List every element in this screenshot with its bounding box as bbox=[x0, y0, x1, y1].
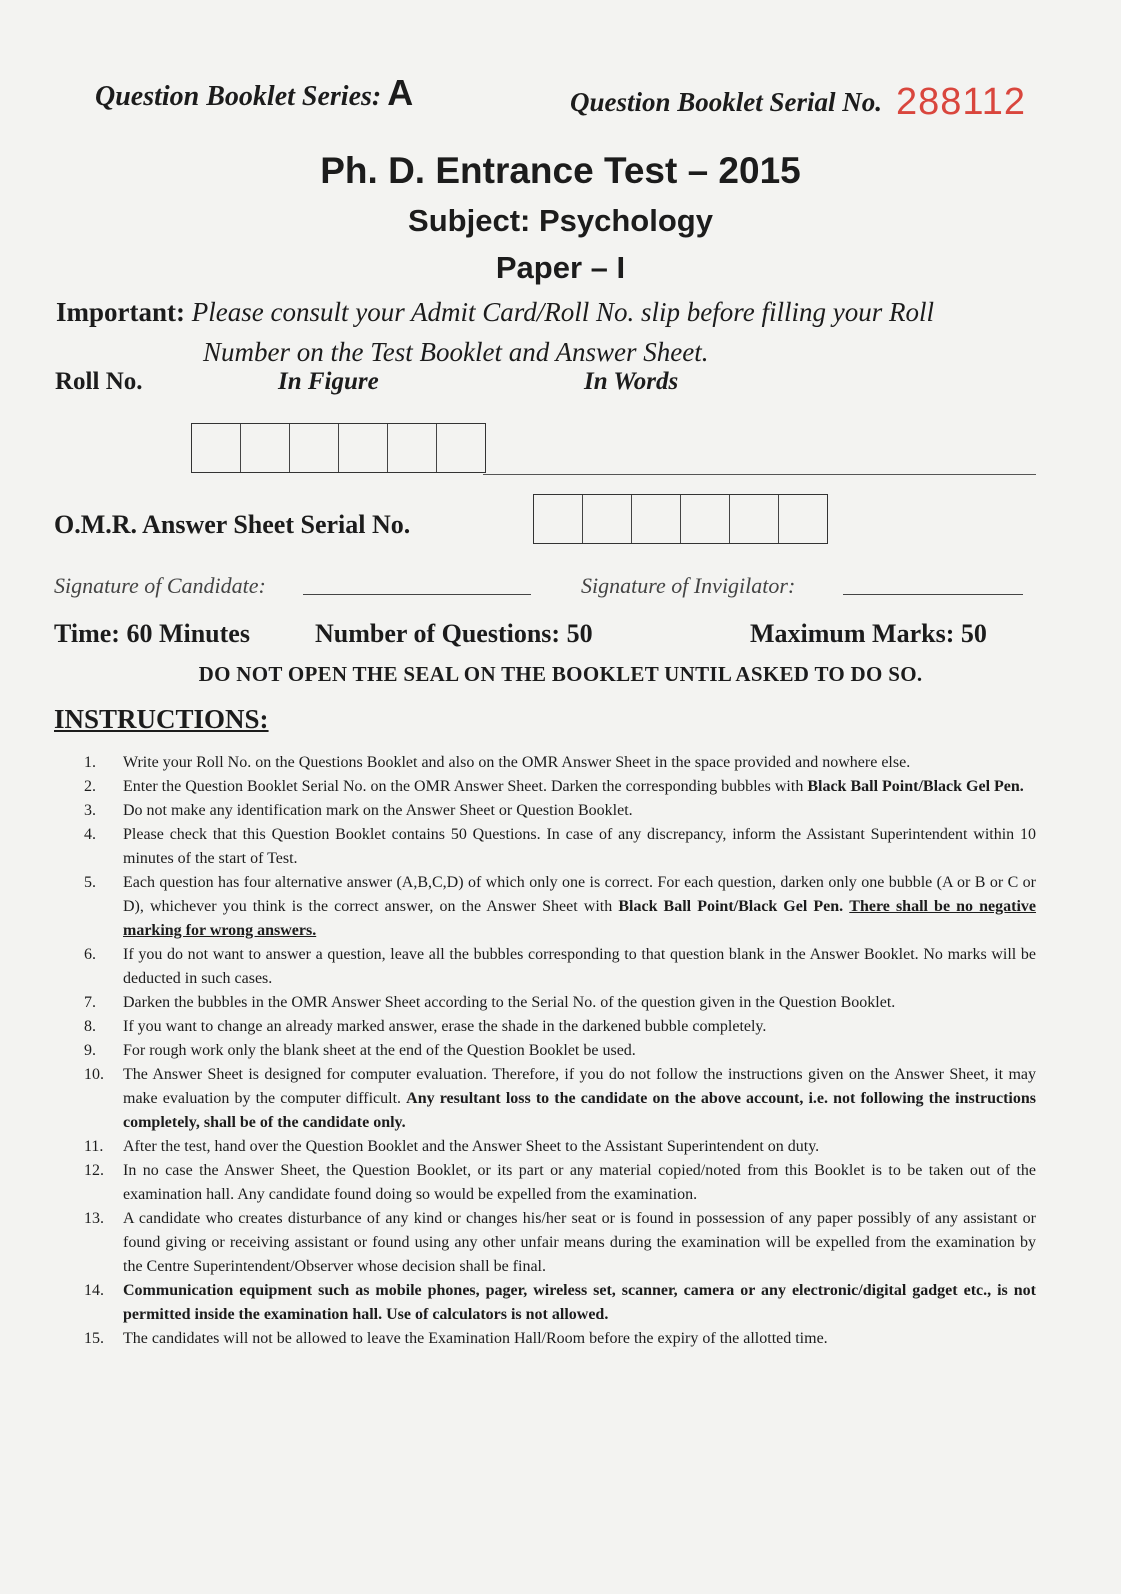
instruction-body: Each question has four alternative answer (A,B,C,D) of which only one is correct. For each question, darken only one bubble (A or B or C or D), whichever you think is the correct answer, on the Answer Sheet with bbox=[123, 874, 1036, 915]
instruction-body: Please check that this Question Booklet contains 50 Questions. In case of any discrepancy, inform the Assistant Superintendent within 10 minutes of the start of Test. bbox=[123, 826, 1036, 867]
instruction-body: Write your Roll No. on the Questions Booklet and also on the OMR Answer Sheet in the space provided and nowhere else. bbox=[123, 754, 911, 771]
instructions-list bbox=[78, 751, 1036, 1351]
instruction-text bbox=[123, 1279, 1036, 1327]
instruction-item bbox=[78, 871, 1036, 943]
instruction-number: 10. bbox=[84, 1066, 104, 1083]
instruction-underlined: There shall be no negative marking for wrong answers. bbox=[123, 898, 1037, 939]
instruction-bold: Any resultant loss to the candidate on the above account, i.e. not following the instructions completely, shall be of the candidate only. bbox=[123, 1090, 1036, 1131]
instruction-text bbox=[123, 1063, 1036, 1135]
instruction-body: The candidates will not be allowed to leave the Examination Hall/Room before the expiry of the allotted time. bbox=[123, 1330, 828, 1347]
omr-digit-box[interactable] bbox=[583, 495, 632, 543]
instruction-body: For rough work only the blank sheet at the end of the Question Booklet be used. bbox=[123, 1042, 636, 1059]
omr-serial-boxes[interactable] bbox=[533, 494, 828, 544]
instruction-text bbox=[123, 1207, 1036, 1279]
instruction-text bbox=[123, 991, 1036, 1015]
instruction-item bbox=[78, 991, 1036, 1015]
instruction-item bbox=[78, 751, 1036, 775]
paper-title: Paper – I bbox=[495, 250, 626, 285]
instruction-bold: Black Ball Point/Black Gel Pen. bbox=[807, 778, 1024, 795]
instruction-body: Enter the Question Booklet Serial No. on the OMR Answer Sheet. Darken the corresponding bubbles with bbox=[123, 778, 808, 795]
instructions-heading: INSTRUCTIONS: bbox=[54, 704, 269, 734]
candidate-signature-label: Signature of Candidate: bbox=[54, 573, 266, 598]
in-words-label: In Words bbox=[584, 368, 679, 395]
instruction-number: 5. bbox=[84, 874, 96, 891]
invigilator-signature-line[interactable] bbox=[843, 594, 1023, 595]
instruction-number: 3. bbox=[84, 802, 96, 819]
instruction-item bbox=[78, 799, 1036, 823]
series-value: A bbox=[387, 72, 414, 113]
instruction-number: 14. bbox=[84, 1282, 104, 1299]
in-figure-label: In Figure bbox=[278, 368, 379, 395]
instruction-item bbox=[78, 1015, 1036, 1039]
seal-notice: DO NOT OPEN THE SEAL ON THE BOOKLET UNTIL ASKED TO DO SO. bbox=[198, 662, 923, 686]
instruction-item bbox=[78, 1279, 1036, 1327]
instruction-number: 13. bbox=[84, 1210, 104, 1227]
important-note bbox=[56, 292, 934, 372]
instruction-body: A candidate who creates disturbance of any kind or changes his/her seat or is found in possession of any paper possibly of any assistant or found giving or receiving assistant or found using any other unfair means during the examination will be expelled from the examination by the Centre Superintendent/Observer whose decision shall be final. bbox=[123, 1210, 1036, 1275]
important-line-2: Number on the Test Booklet and Answer Sheet. bbox=[203, 337, 709, 367]
omr-digit-box[interactable] bbox=[681, 495, 730, 543]
time-limit: Time: 60 Minutes bbox=[54, 619, 250, 648]
instruction-bold: Communication equipment such as mobile phones, pager, wireless set, scanner, camera or any electronic/digital gadget etc., is not permitted inside the examination hall. Use of calculators is not allowed. bbox=[123, 1282, 1036, 1323]
instruction-text bbox=[123, 871, 1036, 943]
instruction-text bbox=[123, 823, 1036, 871]
instruction-text bbox=[123, 1015, 1036, 1039]
instruction-item bbox=[78, 1135, 1036, 1159]
roll-label: Roll No. bbox=[55, 368, 143, 395]
omr-digit-box[interactable] bbox=[534, 495, 583, 543]
instruction-text bbox=[123, 1327, 1036, 1351]
instruction-text bbox=[123, 1159, 1036, 1207]
roll-digit-box[interactable] bbox=[388, 424, 437, 472]
instruction-number: 4. bbox=[84, 826, 96, 843]
maximum-marks: Maximum Marks: 50 bbox=[750, 619, 987, 648]
roll-digit-box[interactable] bbox=[241, 424, 290, 472]
omr-digit-box[interactable] bbox=[779, 495, 827, 543]
instruction-item bbox=[78, 943, 1036, 991]
instruction-body: Darken the bubbles in the OMR Answer Sheet according to the Serial No. of the question given in the Question Booklet. bbox=[123, 994, 896, 1011]
instruction-bold: Black Ball Point/Black Gel Pen. bbox=[618, 898, 844, 915]
instruction-number: 8. bbox=[84, 1018, 96, 1035]
roll-number-boxes[interactable] bbox=[191, 423, 486, 473]
serial-number: 288112 bbox=[896, 81, 1027, 123]
important-line-1: Please consult your Admit Card/Roll No. slip before filling your Roll bbox=[191, 297, 934, 327]
roll-digit-box[interactable] bbox=[192, 424, 241, 472]
roll-digit-box[interactable] bbox=[437, 424, 485, 472]
instruction-number: 11. bbox=[84, 1138, 104, 1155]
instruction-number: 2. bbox=[84, 778, 96, 795]
instruction-item bbox=[78, 1063, 1036, 1135]
instruction-number: 15. bbox=[84, 1330, 104, 1347]
test-title: Ph. D. Entrance Test – 2015 bbox=[320, 150, 801, 191]
important-label: Important: bbox=[56, 297, 185, 327]
roll-digit-box[interactable] bbox=[290, 424, 339, 472]
instruction-number: 6. bbox=[84, 946, 96, 963]
booklet-series bbox=[95, 72, 413, 114]
booklet-serial bbox=[570, 78, 1026, 121]
instruction-text bbox=[123, 1039, 1036, 1063]
omr-digit-box[interactable] bbox=[632, 495, 681, 543]
instruction-number: 12. bbox=[84, 1162, 104, 1179]
instruction-item bbox=[78, 1159, 1036, 1207]
instruction-body: After the test, hand over the Question Booklet and the Answer Sheet to the Assistant Superintendent on duty. bbox=[123, 1138, 820, 1155]
omr-serial-label: O.M.R. Answer Sheet Serial No. bbox=[54, 510, 411, 539]
instruction-number: 1. bbox=[84, 754, 96, 771]
roll-in-words-line[interactable] bbox=[483, 474, 1036, 475]
instruction-text bbox=[123, 943, 1036, 991]
serial-label: Question Booklet Serial No. bbox=[570, 87, 883, 117]
candidate-signature-line[interactable] bbox=[303, 594, 531, 595]
instruction-item bbox=[78, 1207, 1036, 1279]
series-label: Question Booklet Series: bbox=[95, 81, 382, 112]
omr-digit-box[interactable] bbox=[730, 495, 779, 543]
instruction-item bbox=[78, 775, 1036, 799]
question-count: Number of Questions: 50 bbox=[315, 619, 593, 648]
instruction-text bbox=[123, 775, 1036, 799]
instruction-text bbox=[123, 751, 1036, 775]
instruction-body: In no case the Answer Sheet, the Question Booklet, or its part or any material copied/noted from this Booklet is to be taken out of the examination hall. Any candidate found doing so would be expelled from the examination. bbox=[123, 1162, 1036, 1203]
instruction-number: 7. bbox=[84, 994, 96, 1011]
instruction-text bbox=[123, 1135, 1036, 1159]
instruction-body: If you want to change an already marked answer, erase the shade in the darkened bubble completely. bbox=[123, 1018, 767, 1035]
instruction-item bbox=[78, 823, 1036, 871]
roll-digit-box[interactable] bbox=[339, 424, 388, 472]
invigilator-signature-label: Signature of Invigilator: bbox=[581, 573, 796, 598]
instruction-number: 9. bbox=[84, 1042, 96, 1059]
subject-title: Subject: Psychology bbox=[408, 203, 713, 238]
instruction-item bbox=[78, 1039, 1036, 1063]
instruction-body: The Answer Sheet is designed for computer evaluation. Therefore, if you do not follow the instructions given on the Answer Sheet, it may make evaluation by the computer difficult. bbox=[123, 1066, 1036, 1107]
instruction-text bbox=[123, 799, 1036, 823]
instruction-item bbox=[78, 1327, 1036, 1351]
instruction-body: Do not make any identification mark on the Answer Sheet or Question Booklet. bbox=[123, 802, 633, 819]
instruction-body: If you do not want to answer a question, leave all the bubbles corresponding to that question blank in the Answer Booklet. No marks will be deducted in such cases. bbox=[123, 946, 1036, 987]
